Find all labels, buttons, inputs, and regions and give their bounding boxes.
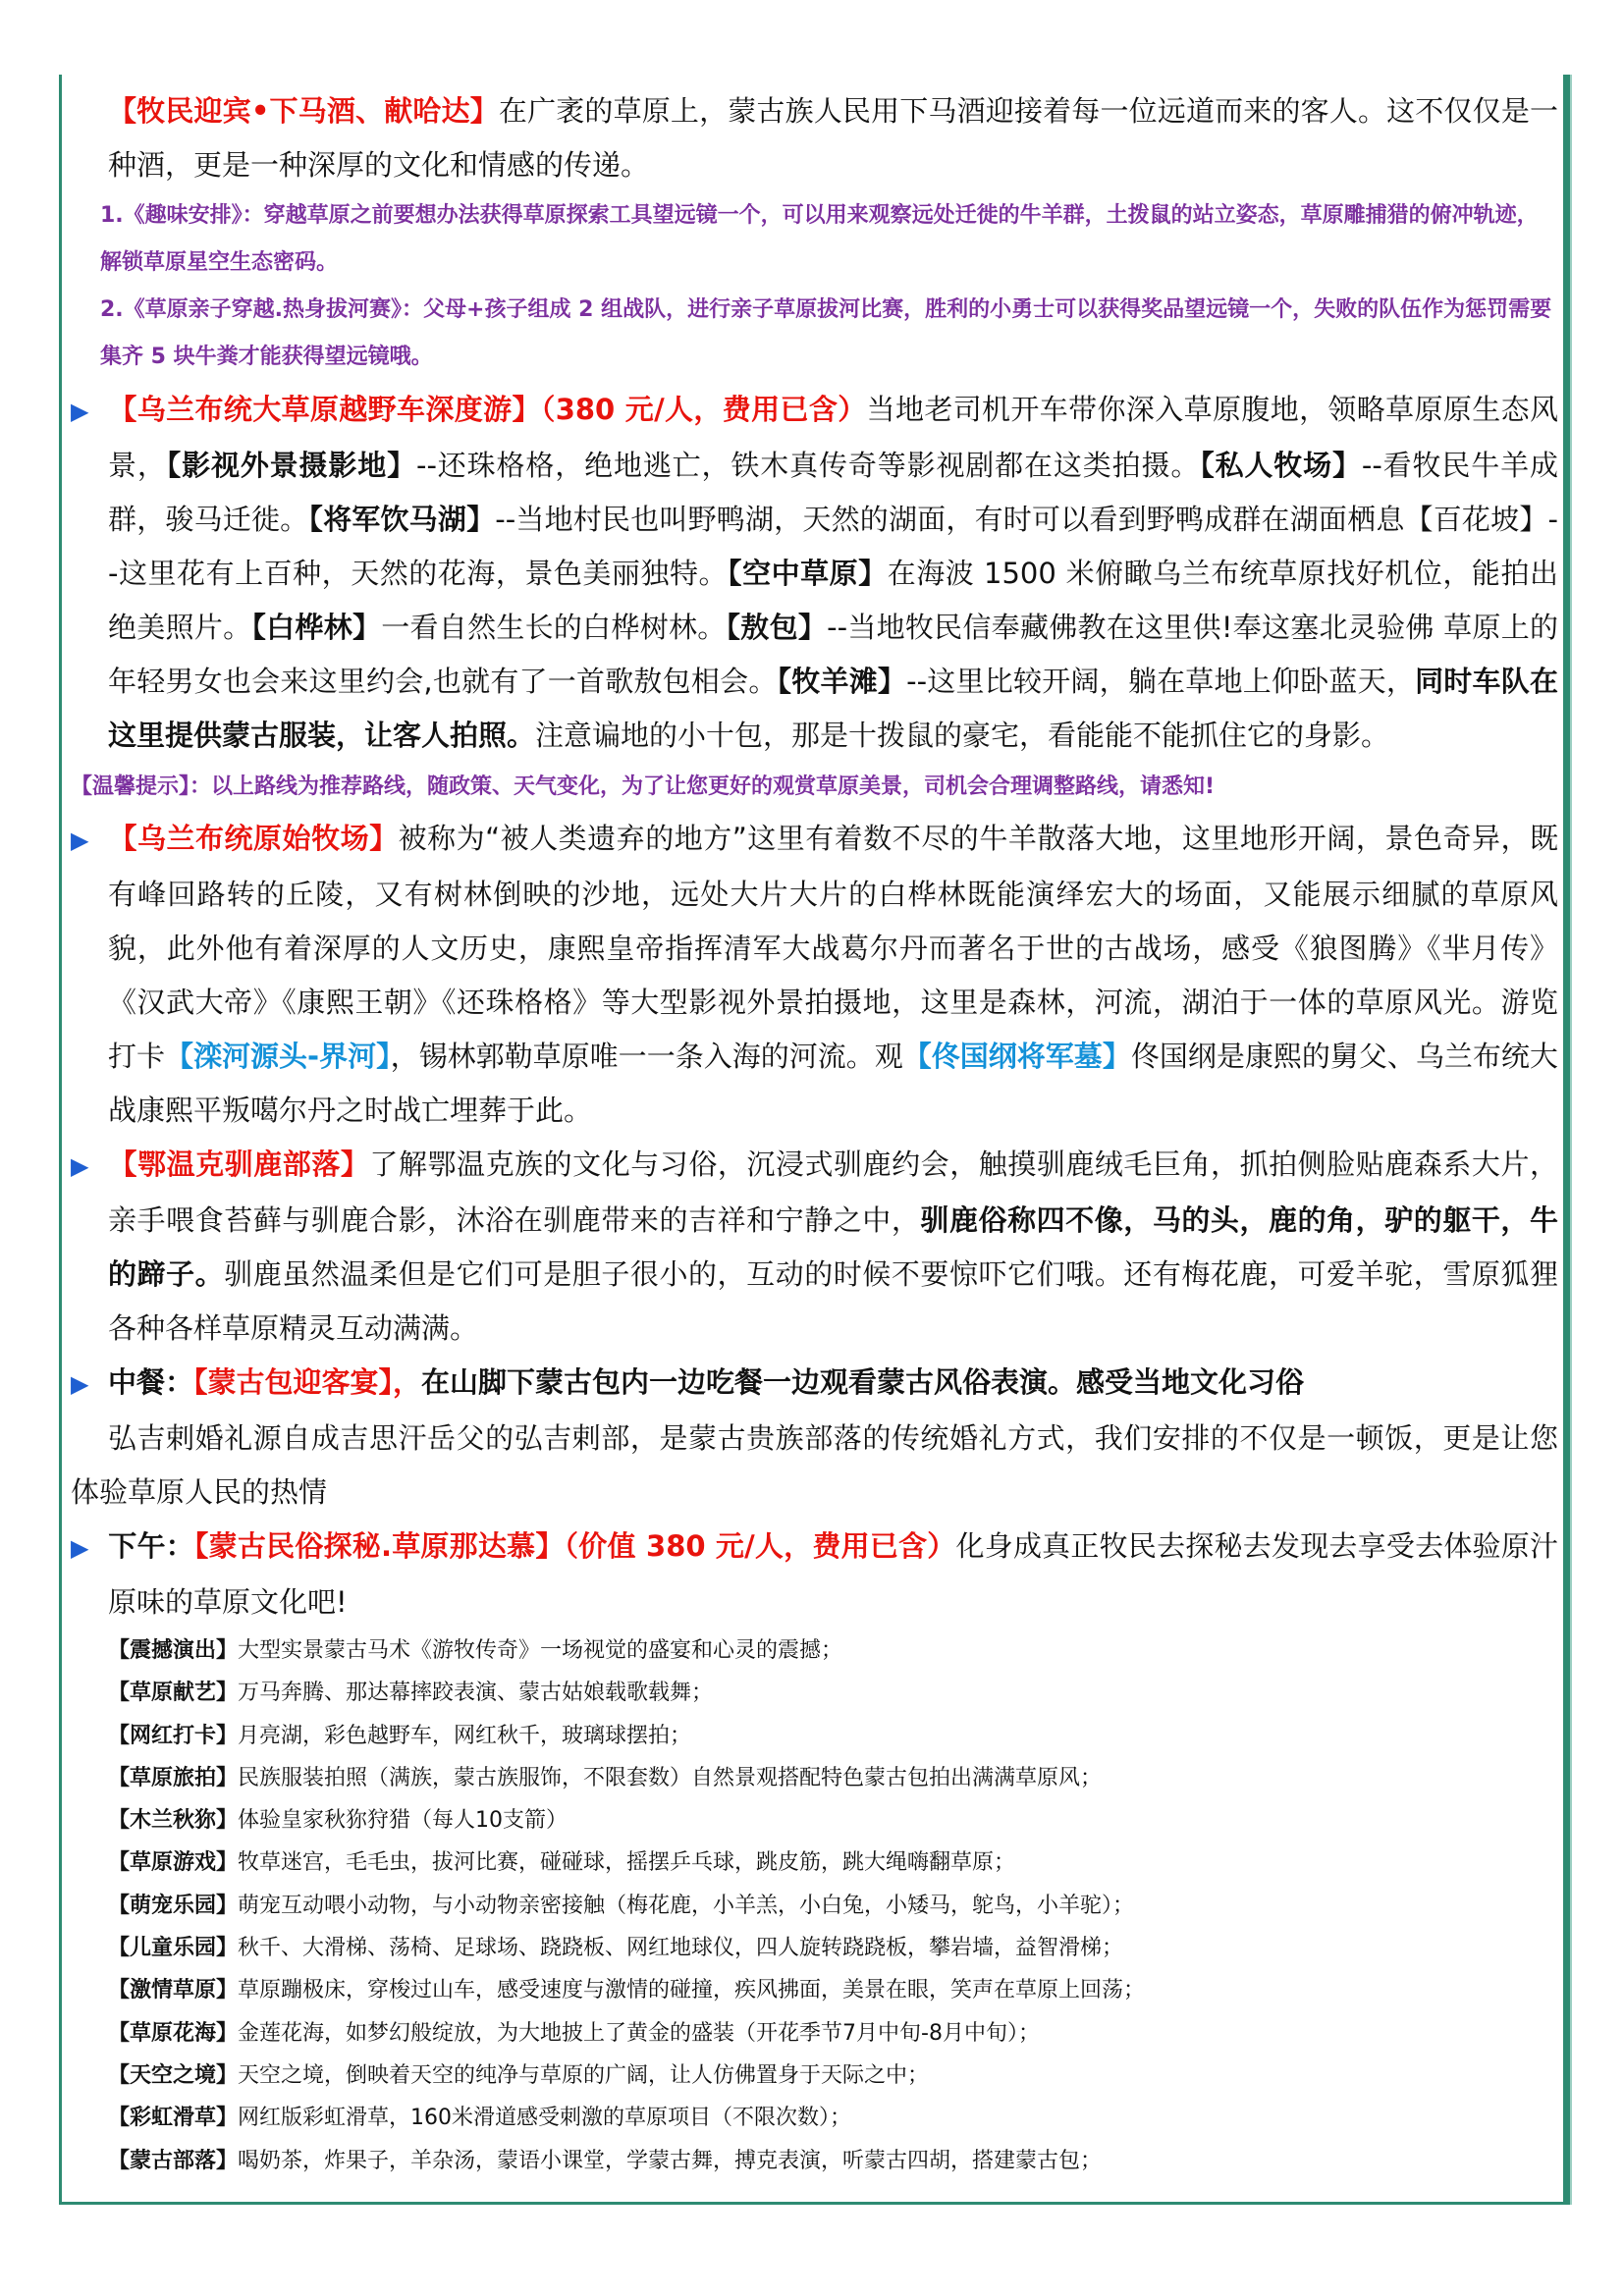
- afternoon-paragraph: [71, 1520, 1558, 1629]
- offroad-highlight: 同时车队在这里提供蒙古服装，让客人拍照。: [108, 665, 1558, 752]
- page-border-right: [1563, 75, 1570, 2205]
- offroad-text: 当地老司机开车带你深入草原腹地，领略草原原生态风景，: [108, 393, 1558, 482]
- offroad-spot: 【影视外景摄影地】: [166, 449, 416, 482]
- offroad-text: --还珠格格，绝地逃亡，铁木真传奇等影视剧都在这类拍摄。: [416, 449, 1201, 482]
- fun-item-2: 2.《草原亲子穿越.热身拔河赛》：父母+孩子组成 2 组战队，进行亲子草原拔河比赛，胜利的小勇士可以获得奖品望远镜一个，失败的队伍作为惩罚需要集齐 5 块牛粪才能获得望远镜哦。: [100, 297, 1552, 369]
- activity-desc: 天空之境，倒映着天空的纯净与草原的广阔，让人仿佛置身于天际之中；: [238, 2062, 930, 2088]
- page-border-left: [59, 75, 62, 2205]
- activity-desc: 喝奶茶，炸果子，羊杂汤，蒙语小课堂，学蒙古舞，搏克表演，听蒙古四胡，搭建蒙古包；: [238, 2148, 1103, 2173]
- ranch-spot-river: 【滦河源头-界河】: [165, 1040, 391, 1073]
- deer-paragraph: [71, 1138, 1558, 1356]
- activity-item: [71, 1629, 1558, 1672]
- ranch-text: 佟国纲是康熙的舅父、乌兰布统大战康熙平叛噶尔丹之时战亡埋葬于此。: [108, 1040, 1558, 1127]
- activity-item: [71, 1757, 1558, 1799]
- activity-tag: 【天空之境】: [108, 2062, 239, 2088]
- activity-tag: 【草原旅拍】: [108, 1765, 239, 1790]
- ranch-spot-tomb: 【佟国纲将军墓】: [902, 1040, 1131, 1073]
- activity-tag: 【网红打卡】: [108, 1723, 239, 1748]
- activity-item: [71, 1842, 1558, 1884]
- activity-tag: 【激情草原】: [108, 1978, 239, 2003]
- offroad-spot: 【私人牧场】: [1200, 449, 1362, 482]
- offroad-text: 一看自然生长的白桦树林。: [381, 611, 727, 644]
- activity-tag: 【草原游戏】: [108, 1850, 239, 1876]
- activity-item: [71, 2055, 1558, 2097]
- offroad-spot: 【牧羊滩】: [777, 665, 907, 698]
- deer-title: 【鄂温克驯鹿部落】: [108, 1148, 370, 1181]
- afternoon-label: 下午：: [108, 1529, 194, 1563]
- lunch-label: 中餐：: [108, 1365, 194, 1399]
- activity-tag: 【儿童乐园】: [108, 1936, 239, 1961]
- afternoon-title: 【蒙古民俗探秘.草原那达慕】（价值 380 元/人，费用已含）: [193, 1529, 956, 1563]
- offroad-text: 注意谝地的小十包，那是十拨鼠的豪宅，看能能不能抓住它的身影。: [535, 719, 1390, 752]
- activity-item: [71, 1969, 1558, 2011]
- activity-item: [71, 2097, 1558, 2139]
- ranch-paragraph: [71, 812, 1558, 1138]
- activity-desc: 秋千、大滑梯、荡椅、足球场、跷跷板、网红地球仪，四人旋转跷跷板，攀岩墙，益智滑梯；: [238, 1936, 1124, 1961]
- activity-tag: 【萌宠乐园】: [108, 1893, 239, 1918]
- arrow-icon: ▶: [71, 827, 89, 854]
- activity-desc: 月亮湖，彩色越野车，网红秋千，玻璃球摆拍；: [238, 1723, 692, 1748]
- arrow-icon: ▶: [71, 1152, 89, 1180]
- offroad-spot: 【空中草原】: [728, 557, 888, 590]
- offroad-text: --这里比较开阔，躺在草地上仰卧蓝天，: [906, 665, 1416, 698]
- ranch-title: 【乌兰布统原始牧场】: [108, 822, 399, 855]
- activity-desc: 金莲花海，如梦幻般绽放，为大地披上了黄金的盛装（开花季节7月中旬-8月中旬）；: [238, 2020, 1040, 2046]
- deer-text: 驯鹿虽然温柔但是它们可是胆子很小的，互动的时候不要惊吓它们哦。还有梅花鹿，可爱羊驼，雪原狐狸各种各样草原精灵互动满满。: [108, 1257, 1558, 1345]
- offroad-spot: 【敖包】: [726, 611, 828, 644]
- ranch-text: 被称为“被人类遗弃的地方”这里有着数不尽的牛羊散落大地，这里地形开阔，景色奇异，既有峰回路转的丘陵，又有树林倒映的沙地，远处大片大片的白桦林既能演绎宏大的场面，又能展示细腻的草原风貌，此外他有着深厚的人文历史，康熙皇帝指挥清军大战葛尔丹而著名于世的古战场，感受《狼图腾》《芈月传》《汉武大帝》《康熙王朝》《还珠格格》等大型影视外景拍摄地，这里是森林，河流，湖泊于一体的草原风光。游览打卡: [108, 822, 1558, 1073]
- welcome-text: 在广袤的草原上，蒙古族人民用下马酒迎接着每一位远道而来的客人。这不仅仅是一种酒，更是一种深厚的文化和情感的传递。: [108, 94, 1558, 182]
- activity-item: [71, 1715, 1558, 1757]
- fun-item-1: 1.《趣味安排》：穿越草原之前要想办法获得草原探索工具望远镜一个，可以用来观察远处迁徙的牛羊群，土拨鼠的站立姿态，草原雕捕猎的俯冲轨迹，解锁草原星空生态密码。: [100, 203, 1539, 275]
- page-border-bottom: [59, 2202, 1570, 2205]
- activity-tag: 【彩虹滑草】: [108, 2106, 239, 2131]
- activity-list: [71, 1629, 1558, 2182]
- activity-desc: 体验皇家秋狝狩猎（每人10支箭）: [238, 1808, 568, 1834]
- arrow-icon: ▶: [71, 398, 89, 425]
- offroad-text: --当地村民也叫野鸭湖，天然的湖面，有时可以看到野鸭成群在湖面栖息【百花坡】--这里花有上百种，天然的花海，景色美丽独特。: [108, 503, 1558, 590]
- offroad-spot: 【将军饮马湖】: [308, 503, 496, 536]
- afternoon-text: 化身成真正牧民去探秘去发现去享受去体验原汁原味的草原文化吧!: [108, 1529, 1558, 1619]
- activity-item: [71, 1799, 1558, 1842]
- activity-desc: 民族服装拍照（满族，蒙古族服饰，不限套数）自然景观搭配特色蒙古包拍出满满草原风；: [238, 1765, 1103, 1790]
- activity-desc: 牧草迷宫，毛毛虫，拔河比赛，碰碰球，摇摆乒乓球，跳皮筋，跳大绳嗨翻草原；: [238, 1850, 1016, 1876]
- activity-tag: 【木兰秋狝】: [108, 1808, 239, 1834]
- ranch-text: ，锡林郭勒草原唯一一条入海的河流。观: [390, 1040, 903, 1073]
- activity-desc: 大型实景蒙古马术《游牧传奇》一场视觉的盛宴和心灵的震撼；: [238, 1638, 843, 1663]
- wedding-paragraph: 弘吉剌婚礼源自成吉思汗岳父的弘吉剌部，是蒙古贵族部落的传统婚礼方式，我们安排的不仅是一顿饭，更是让您体验草原人民的热情: [71, 1421, 1558, 1509]
- activity-item: [71, 1927, 1558, 1969]
- deer-text: 了解鄂温克族的文化与习俗，沉浸式驯鹿约会，触摸驯鹿绒毛巨角，抓拍侧脸贴鹿森系大片，亲手喂食苔藓与驯鹿合影，沐浴在驯鹿带来的吉祥和宁静之中，: [108, 1148, 1558, 1237]
- offroad-text: --看牧民牛羊成群，骏马迁徙。: [108, 449, 1558, 536]
- lunch-title: 【蒙古包迎客宴】，: [193, 1365, 422, 1399]
- activity-desc: 草原蹦极床，穿梭过山车，感受速度与激情的碰撞，疾风拂面，美景在眼，笑声在草原上回荡；: [238, 1978, 1146, 2003]
- activity-desc: 万马奔腾、那达幕摔跤表演、蒙古姑娘载歌载舞；: [238, 1681, 714, 1706]
- activity-tag: 【草原花海】: [108, 2020, 239, 2046]
- activity-item: [71, 1672, 1558, 1714]
- offroad-paragraph: [71, 383, 1558, 763]
- activity-item: [71, 2012, 1558, 2055]
- lunch-paragraph: [71, 1356, 1558, 1412]
- arrow-icon: ▶: [71, 1370, 89, 1398]
- offroad-title: 【乌兰布统大草原越野车深度游】（380 元/人，费用已含）: [108, 393, 867, 426]
- activity-item: [71, 1885, 1558, 1927]
- activity-tag: 【草原献艺】: [108, 1681, 239, 1706]
- activity-item: [71, 2140, 1558, 2182]
- offroad-spot: 【白桦林】: [251, 611, 382, 644]
- activity-tag: 【震撼演出】: [108, 1638, 239, 1663]
- activity-tag: 【蒙古部落】: [108, 2148, 239, 2173]
- activity-desc: 萌宠互动喂小动物，与小动物亲密接触（梅花鹿，小羊羔，小白兔，小矮马，鸵鸟，小羊驼）；: [238, 1893, 1135, 1918]
- itinerary-content: [71, 84, 1558, 2182]
- welcome-title: 【牧民迎宾•下马酒、献哈达】: [108, 94, 499, 128]
- welcome-paragraph: [71, 84, 1558, 192]
- offroad-text: --当地牧民信奉藏佛教在这里供!奉这塞北灵验佛 草原上的年轻男女也会来这里约会,也就有了一首歌敖包相会。: [108, 611, 1558, 698]
- warm-tip: 【温馨提示】：以上路线为推荐路线，随政策、天气变化，为了让您更好的观赏草原美景，司机会合理调整路线，请悉知!: [71, 774, 1216, 799]
- offroad-text: 在海波 1500 米俯瞰乌兰布统草原找好机位，能拍出绝美照片。: [108, 557, 1558, 644]
- deer-highlight: 驯鹿俗称四不像，马的头，鹿的角，驴的躯干，牛的蹄子。: [108, 1203, 1558, 1291]
- arrow-icon: ▶: [71, 1534, 89, 1562]
- lunch-highlight: 在山脚下蒙古包内一边吃餐一边观看蒙古风俗表演。感受当地文化习俗: [421, 1365, 1305, 1399]
- activity-desc: 网红版彩虹滑草，160米滑道感受刺激的草原项目（不限次数）；: [238, 2106, 852, 2131]
